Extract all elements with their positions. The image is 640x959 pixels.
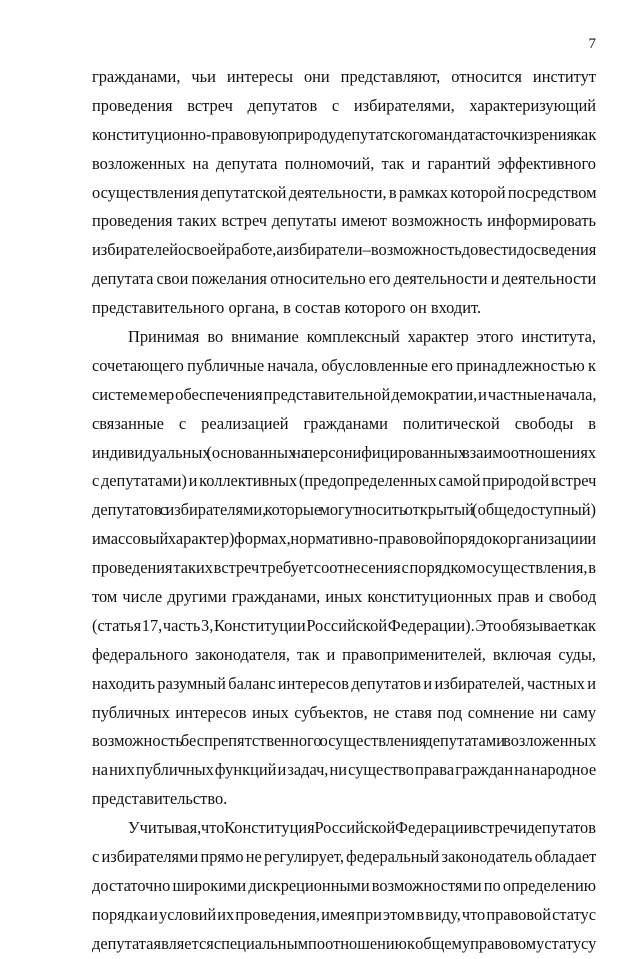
text-line: проведения таких встреч требует соотнесения с порядком осуществления, в xyxy=(92,558,596,578)
text-line: находить разумный баланс интересов депутатов и избирателей, частных и xyxy=(92,673,597,693)
text-line: том числе другими гражданами, иных конституционных прав и свобод xyxy=(92,587,597,607)
text-line: порядка и условий их проведения, имея при этом в виду, что правовой статус xyxy=(92,904,596,924)
text-line: системе мер обеспечения представительной демократии, и частные начала, xyxy=(92,384,597,404)
text-line: Принимая во внимание комплексный характер этого института, xyxy=(128,327,596,347)
paragraph xyxy=(92,323,596,814)
text-line: федерального законодателя, так и правоприменителей, включая суды, xyxy=(92,644,596,664)
text-line: возложенных на депутата полномочий, так и гарантий эффективного xyxy=(92,153,596,173)
text-line: индивидуальных (основанных на персонифицированных взаимоотношениях xyxy=(92,442,597,462)
text-line: и массовый характер) формах, нормативно-правовой порядок организации и xyxy=(92,529,597,549)
text-line: (статья 17, часть 3, Конституции Российской Федерации). Это обязывает как xyxy=(92,615,597,635)
text-line: депутата является специальным по отношению к общему правовому статусу xyxy=(92,933,597,953)
page-number: 7 xyxy=(588,36,596,52)
paragraph xyxy=(92,814,596,958)
text-line: связанные с реализацией гражданами политической свободы в xyxy=(92,413,596,433)
text-line: проведения встреч депутатов с избирателями, характеризующий xyxy=(92,95,596,115)
text-line: гражданами, чьи интересы они представляют, относится институт xyxy=(92,67,596,86)
text-line: депутатов с избирателями, которые могут носить открытый (общедоступный) xyxy=(92,500,596,520)
text-line: с депутатами) и коллективных (предопределенных самой природой встреч xyxy=(92,471,597,491)
text-line: сочетающего публичные начала, обусловленные его принадлежностью к xyxy=(92,355,596,375)
text-line: на них публичных функций и задач, ни существо права граждан на народное xyxy=(92,760,597,780)
text-line: депутата свои пожелания относительно его деятельности и деятельности xyxy=(92,269,597,289)
text-line: с избирателями прямо не регулирует, федеральный законодатель обладает xyxy=(92,847,597,867)
text-line: представительного органа, в состав которого он входит. xyxy=(92,298,482,318)
text-line: достаточно широкими дискреционными возможностями по определению xyxy=(92,875,596,895)
text-line: проведения таких встреч депутаты имеют возможность информировать xyxy=(92,211,596,231)
text-line: Учитывая, что Конституция Российской Федерации встречи депутатов xyxy=(128,818,596,838)
text-line: представительство. xyxy=(92,789,228,809)
text-line: избирателей о своей работе, а избиратели – возможность довести до сведения xyxy=(92,240,597,260)
text-line: осуществления депутатской деятельности, в рамках которой посредством xyxy=(92,182,597,202)
paragraph xyxy=(92,63,596,323)
text-line: конституционно-правовую природу депутатского мандата с точки зрения как xyxy=(92,124,597,144)
text-line: публичных интересов иных субъектов, не ставя под сомнение ни саму xyxy=(92,702,597,722)
text-line: возможность беспрепятственного осуществления депутатами возложенных xyxy=(92,731,597,751)
body-text xyxy=(92,63,596,959)
